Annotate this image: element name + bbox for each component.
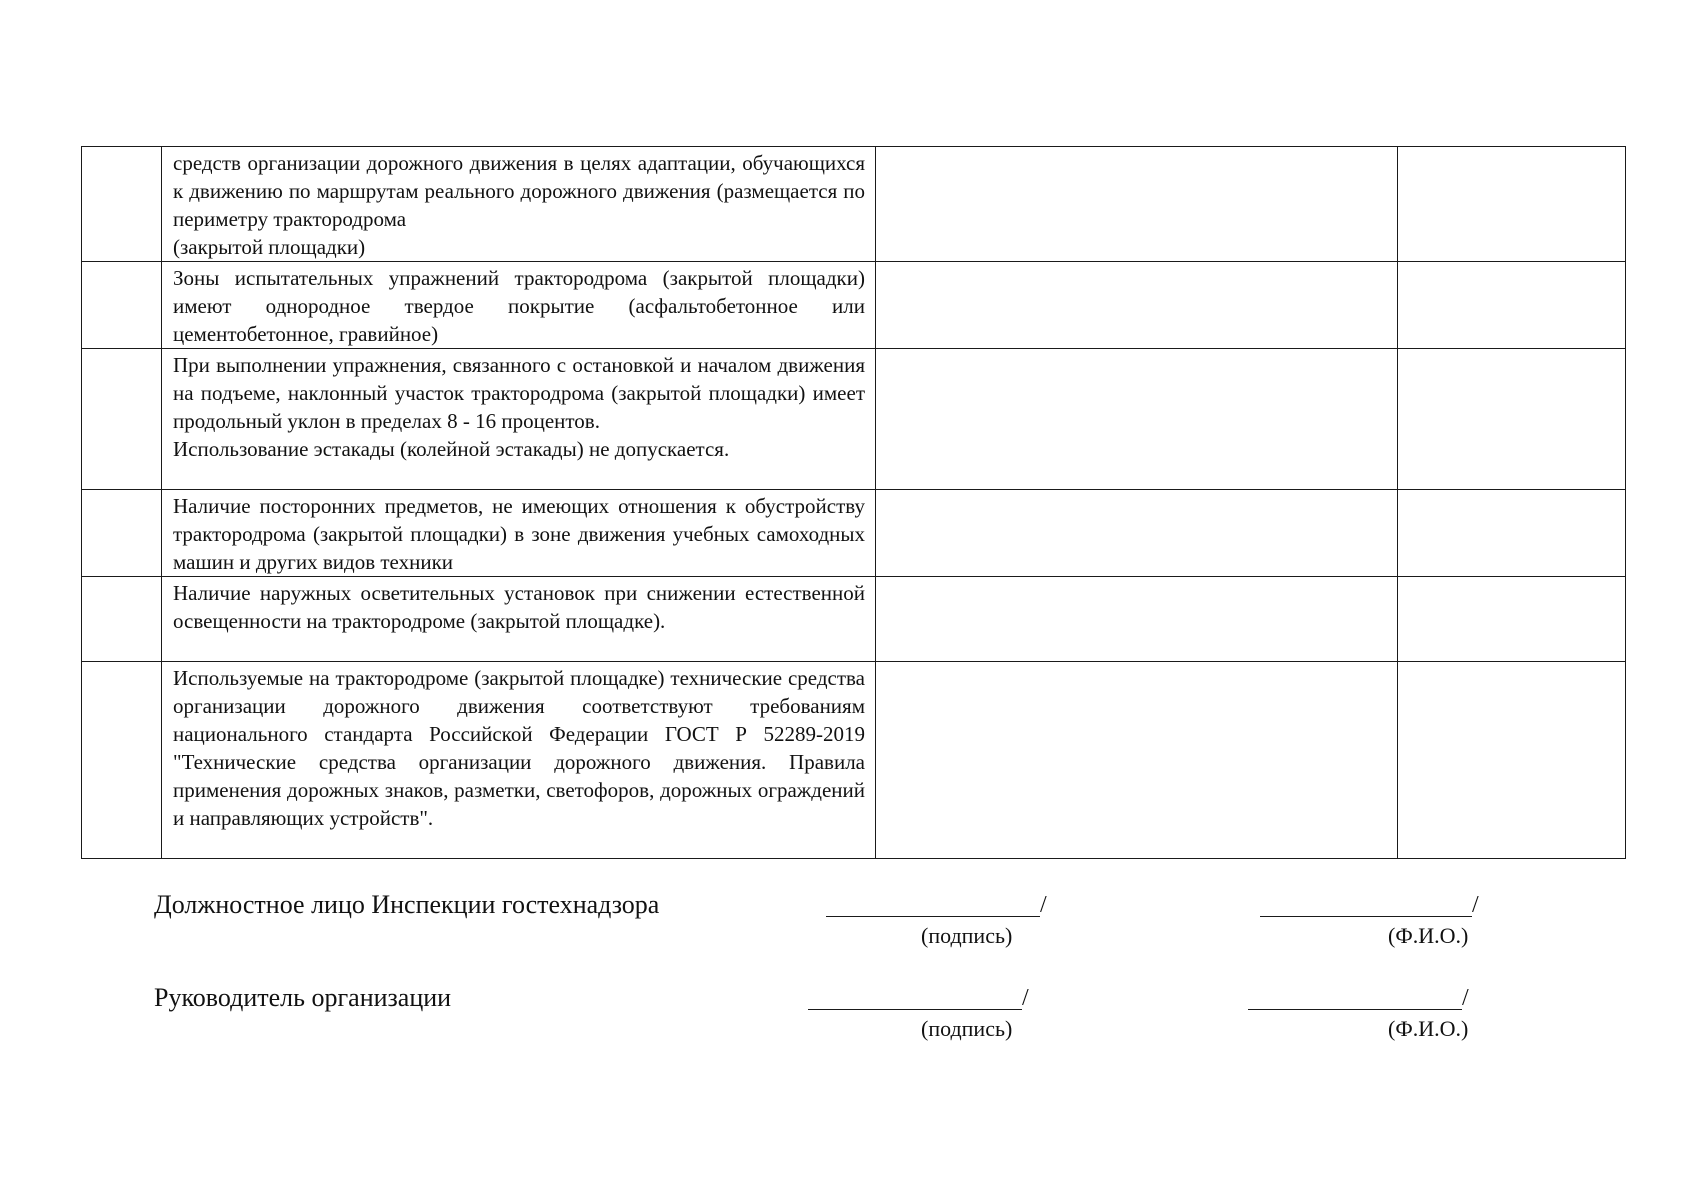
inspector-name-line <box>1260 916 1472 917</box>
head-signature-block <box>0 981 1698 1051</box>
signature-caption: (подпись) <box>921 923 1013 948</box>
requirement-cell <box>162 662 876 859</box>
name-caption: (Ф.И.О.) <box>1388 1016 1469 1041</box>
note-cell <box>1398 577 1626 662</box>
requirement-text: средств организации дорожного движения в целях адаптации, обучающихся к движению по маршрутам реального дорожного движения (размещается по периметру трактородрома (закрытой площадки) <box>173 151 865 259</box>
note-cell <box>1398 490 1626 577</box>
note-cell <box>1398 262 1626 349</box>
row-number-cell <box>82 147 162 262</box>
inspector-signature-line <box>826 916 1040 917</box>
head-label: Руководитель организации <box>154 983 452 1012</box>
name-caption: (Ф.И.О.) <box>1388 923 1469 948</box>
inspector-signature-block <box>0 888 1698 958</box>
note-cell <box>1398 662 1626 859</box>
head-signature-line <box>808 1009 1022 1010</box>
answer-cell <box>876 577 1398 662</box>
table-row <box>82 662 1626 859</box>
name-slash: / <box>1472 892 1479 918</box>
requirement-text: Наличие наружных осветительных установок при снижении естественной освещенности на трактородроме (закрытой площадке). <box>173 581 865 633</box>
requirement-text: Наличие посторонних предметов, не имеющих отношения к обустройству трактородрома (закрытой площадки) в зоне движения учебных самоходных машин и других видов техники <box>173 494 865 574</box>
answer-cell <box>876 262 1398 349</box>
requirement-cell <box>162 147 876 262</box>
requirement-cell <box>162 577 876 662</box>
table-row <box>82 349 1626 490</box>
name-slash: / <box>1462 985 1469 1011</box>
table-row <box>82 262 1626 349</box>
signature-slash: / <box>1022 985 1029 1011</box>
table-row <box>82 147 1626 262</box>
table-row <box>82 490 1626 577</box>
note-cell <box>1398 349 1626 490</box>
head-name-line <box>1248 1009 1462 1010</box>
row-number-cell <box>82 662 162 859</box>
note-cell <box>1398 147 1626 262</box>
requirement-text: При выполнении упражнения, связанного с остановкой и началом движения на подъеме, наклонный участок трактородрома (закрытой площадки) имеет продольный уклон в пределах 8 - 16 процентов. Использование эстакады (колейной эстакады) не допускается. <box>173 353 865 461</box>
answer-cell <box>876 662 1398 859</box>
table-row <box>82 577 1626 662</box>
signature-slash: / <box>1040 892 1047 918</box>
signature-caption: (подпись) <box>921 1016 1013 1041</box>
requirement-cell <box>162 262 876 349</box>
row-number-cell <box>82 577 162 662</box>
row-number-cell <box>82 262 162 349</box>
requirement-text: Зоны испытательных упражнений трактородрома (закрытой площадки) имеют однородное твердое покрытие (асфальтобетонное или цементобетонное, гравийное) <box>173 266 865 346</box>
checklist-table <box>81 146 1626 859</box>
inspector-label: Должностное лицо Инспекции гостехнадзора <box>154 890 660 919</box>
row-number-cell <box>82 490 162 577</box>
requirement-text: Используемые на трактородроме (закрытой площадке) технические средства организации дорожного движения соответствуют требованиям национального стандарта Российской Федерации ГОСТ Р 52289-2019 "Технические средства организации дорожного движения. Правила применения дорожных знаков, разметки, светофоров, дорожных ограждений и направляющих устройств". <box>173 666 865 830</box>
requirement-cell <box>162 349 876 490</box>
answer-cell <box>876 349 1398 490</box>
row-number-cell <box>82 349 162 490</box>
requirement-cell <box>162 490 876 577</box>
answer-cell <box>876 147 1398 262</box>
answer-cell <box>876 490 1398 577</box>
